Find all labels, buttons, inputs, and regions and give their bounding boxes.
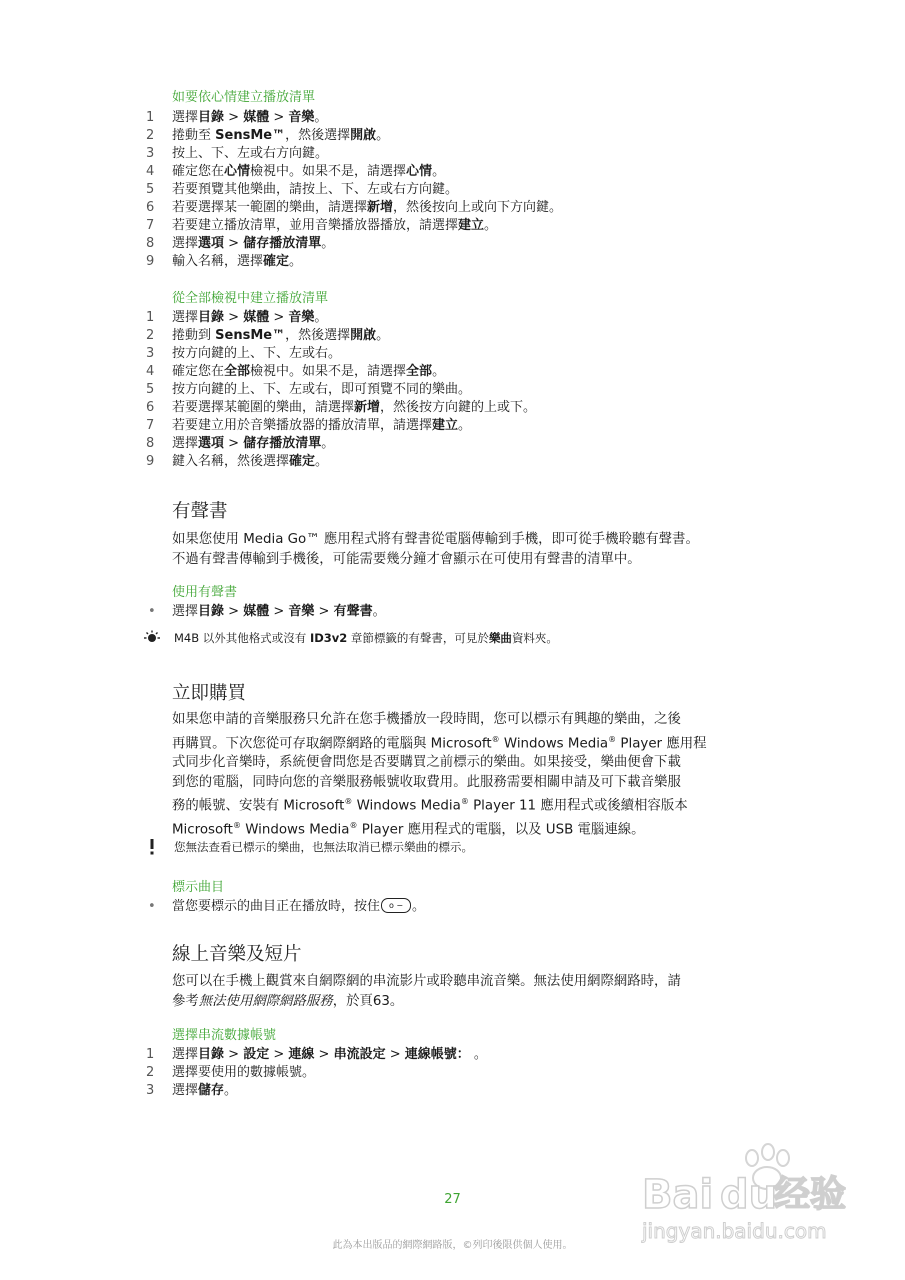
text-run: 按上、下、左或右方向鍵。: [172, 146, 329, 161]
bullet-dot: •: [148, 899, 156, 914]
step-number: 9: [146, 254, 155, 269]
text-run: 選項: [198, 436, 225, 451]
text-run: 開啟: [350, 328, 377, 343]
text-run: 確定您在: [172, 364, 225, 379]
page-number: 27: [444, 1192, 461, 1207]
text-run: 章節標籤的有聲書，可見於: [347, 631, 489, 645]
text-run: Microsoft: [172, 822, 233, 838]
step-number: 1: [146, 310, 155, 325]
paragraph-line: [172, 816, 762, 840]
text-run: 目錄: [198, 310, 225, 325]
text-run: >: [269, 604, 289, 619]
text-run: 若要建立播放清單，並用音樂播放器播放，請選擇: [172, 218, 459, 233]
step-number: 5: [146, 382, 155, 397]
audiobooks-paragraph: [172, 530, 762, 569]
audiobooks-line: 如果您使用 Media Go™ 應用程式將有聲書從電腦傳輸到手機，即可從手機聆聽有聲書。: [172, 532, 699, 547]
text-run: 音樂: [288, 310, 315, 325]
step-text: [172, 345, 341, 363]
audiobooks-line: 不過有聲書傳輸到手機後，可能需要幾分鐘才會顯示在可使用有聲書的清單中。: [172, 551, 641, 567]
text-run: 資料夾。: [511, 631, 558, 645]
text-run: >: [314, 604, 334, 619]
text-run: 音樂: [288, 604, 315, 619]
text-run: Windows Media: [240, 822, 350, 838]
step-text: [172, 1082, 237, 1100]
text-run: 。: [289, 254, 303, 269]
bullet-text: [172, 898, 425, 916]
text-run: M4B 以外其他格式或沒有: [174, 631, 310, 645]
paragraph-line: [172, 773, 762, 793]
text-run: Player 11 應用程式或後續相容版本: [468, 798, 688, 814]
step-text: [172, 145, 328, 163]
text-run: 串流設定: [333, 1047, 386, 1062]
step-text: [172, 327, 389, 345]
text-run: 建立: [458, 218, 485, 233]
text-run: 心情: [224, 164, 251, 179]
text-run: 。: [376, 328, 390, 343]
text-run: 媒體: [243, 604, 270, 619]
text-run: >: [385, 1047, 405, 1062]
step-number: 7: [146, 418, 155, 433]
step-number: 4: [146, 364, 155, 379]
text-run: 按方向鍵的上、下、左或右，即可預覽不同的樂曲。: [172, 382, 472, 397]
text-run: 鍵入名稱，然後選擇: [172, 454, 290, 469]
text-run: ，然後按方向鍵的上或下。: [380, 400, 537, 415]
text-run: >: [269, 110, 289, 125]
step-text: [172, 235, 334, 253]
step-number: 7: [146, 218, 155, 233]
text-run: 。: [321, 236, 335, 251]
buy-now-title: 立即購買: [172, 683, 247, 704]
text-run: >: [224, 1047, 244, 1062]
text-run: Windows Media: [499, 735, 609, 751]
text-run: 。: [321, 436, 335, 451]
text-run: 捲動到: [172, 328, 216, 343]
text-run: 新增: [367, 200, 394, 215]
step-number: 2: [146, 328, 155, 343]
text-run: ®: [344, 797, 353, 807]
text-run: 若要選擇某範圍的樂曲，請選擇: [172, 400, 355, 415]
text-run: >: [269, 310, 289, 325]
step-text: [172, 417, 471, 435]
text-run: 全部: [224, 364, 251, 379]
streaming-account-heading: 選擇串流數據帳號: [172, 1028, 277, 1043]
text-run: 。: [376, 128, 390, 143]
text-run: 樂曲: [488, 631, 512, 645]
watermark-brand-3: 经验: [774, 1174, 847, 1215]
text-run: ®: [491, 734, 500, 744]
text-run: SensMe™: [215, 328, 286, 343]
text-run: 新增: [354, 400, 381, 415]
text-run: 選擇: [172, 604, 199, 619]
audiobooks-title: 有聲書: [172, 501, 228, 522]
tag-tracks-heading: 標示曲目: [172, 880, 225, 895]
text-run: 檢視中。如果不是，請選擇: [250, 164, 407, 179]
text-run: ID3v2: [309, 631, 348, 645]
text-run: 選擇: [172, 310, 199, 325]
lightbulb-tip-icon: [141, 630, 163, 646]
text-run: 選擇: [172, 1047, 199, 1062]
step-text: [172, 253, 302, 271]
use-audiobooks-heading: 使用有聲書: [172, 585, 238, 600]
text-run: 。: [469, 1047, 487, 1062]
text-run: 按方向鍵的上、下、左或右。: [172, 346, 342, 361]
text-run: 若要建立用於音樂播放器的播放清單，請選擇: [172, 418, 433, 433]
mood-playlist-heading: 如要依心情建立播放清單: [172, 90, 316, 105]
text-run: 目錄: [198, 110, 225, 125]
text-run: 選擇: [172, 236, 199, 251]
text-run: 。: [314, 110, 328, 125]
paragraph-line: [172, 992, 762, 1012]
online-music-title: 線上音樂及短片: [172, 944, 302, 965]
text-run: 選擇: [172, 110, 199, 125]
text-run: Player 應用程: [616, 735, 707, 751]
text-run: 媒體: [243, 110, 270, 125]
tip-text: [174, 630, 558, 646]
text-run: 。: [315, 454, 329, 469]
text-run: 選項: [198, 236, 225, 251]
buy-now-paragraph: [172, 710, 762, 840]
step-text: [172, 381, 471, 399]
text-run: 目錄: [198, 1047, 225, 1062]
text-run: 有聲書: [333, 604, 373, 619]
step-number: 3: [146, 346, 155, 361]
text-run: 目錄: [198, 604, 225, 619]
step-text: [172, 399, 536, 417]
text-run: ®: [460, 797, 469, 807]
step-number: 6: [146, 200, 155, 215]
paragraph-line: [172, 972, 762, 992]
text-run: 開啟: [350, 128, 377, 143]
text-run: 參考: [172, 993, 199, 1009]
watermark-brand-2: du: [720, 1172, 778, 1218]
text-run: ，然後選擇: [285, 328, 351, 343]
text-run: 連線: [288, 1047, 315, 1062]
text-run: 。: [372, 604, 386, 619]
bullet-text: [172, 603, 386, 621]
step-text: [172, 163, 445, 181]
text-run: 。: [484, 218, 498, 233]
step-text: [172, 435, 334, 453]
text-run: ®: [349, 821, 358, 831]
baidu-jingyan-watermark-logo: [640, 1140, 880, 1260]
paragraph-line: [172, 792, 762, 816]
step-text: [172, 181, 458, 199]
text-run: 。: [432, 164, 446, 179]
step-number: 9: [146, 454, 155, 469]
text-run: 儲存: [198, 1083, 225, 1098]
text-run: 選擇: [172, 436, 199, 451]
bullet-text-after: 。: [412, 899, 426, 914]
step-number: 2: [146, 128, 155, 143]
text-run: 再購買。下次您從可存取網際網路的電腦與 Microsoft: [172, 735, 492, 751]
text-run: ®: [232, 821, 241, 831]
text-run: 連線帳號：: [404, 1047, 470, 1062]
step-number: 3: [146, 146, 155, 161]
text-run: 儲存播放清單: [243, 436, 322, 451]
text-run: 。: [432, 364, 446, 379]
watermark-url: jingyan.baidu.com: [642, 1219, 827, 1243]
text-run: 如果您申請的音樂服務只允許在您手機播放一段時間，您可以標示有興趣的樂曲，之後: [172, 712, 681, 727]
text-run: >: [314, 1047, 334, 1062]
text-run: SensMe™: [215, 128, 286, 143]
step-number: 4: [146, 164, 155, 179]
text-run: 您可以在手機上觀賞來自網際網的串流影片或聆聽串流音樂。無法使用網際網路時，請: [172, 974, 681, 989]
text-run: 捲動至: [172, 128, 216, 143]
online-music-paragraph: [172, 972, 762, 1011]
text-run: 全部: [406, 364, 433, 379]
step-number: 2: [146, 1065, 155, 1080]
text-run: 輸入名稱，選擇: [172, 254, 264, 269]
text-run: ，然後選擇: [285, 128, 351, 143]
text-run: >: [224, 310, 244, 325]
step-text: [172, 1046, 487, 1064]
text-run: 選擇: [172, 1083, 199, 1098]
text-run: 式同步化音樂時，系統便會問您是否要購買之前標示的樂曲。如果接受，樂曲便會下載: [172, 755, 681, 771]
step-text: [172, 217, 497, 235]
text-run: 選擇要使用的數據帳號。: [172, 1065, 316, 1080]
bullet-dot: •: [148, 604, 156, 619]
watermark-brand: Bai: [642, 1172, 714, 1218]
warning-text: 您無法查看已標示的樂曲，也無法取消已標示樂曲的標示。: [174, 840, 473, 854]
step-text: [172, 309, 327, 327]
text-run: ，然後按向上或向下方向鍵。: [393, 200, 563, 215]
text-run: 媒體: [243, 310, 270, 325]
text-run: 確定您在: [172, 164, 225, 179]
step-number: 8: [146, 436, 155, 451]
text-run: 確定: [289, 454, 316, 469]
step-text: [172, 363, 445, 381]
text-run: 設定: [243, 1047, 270, 1062]
step-text: [172, 453, 328, 471]
text-run: >: [224, 436, 244, 451]
text-run: ，於頁63。: [332, 993, 404, 1009]
text-run: 無法使用網際網路服務: [198, 993, 333, 1009]
step-number: 5: [146, 182, 155, 197]
text-run: 到您的電腦，同時向您的音樂服務帳號收取費用。此服務需要相關申請及可下載音樂服: [172, 774, 681, 790]
text-run: 。: [314, 310, 328, 325]
text-run: 若要選擇某一範圍的樂曲，請選擇: [172, 200, 368, 215]
text-run: >: [269, 1047, 289, 1062]
step-number: 8: [146, 236, 155, 251]
text-run: 。: [458, 418, 472, 433]
text-run: ®: [608, 734, 617, 744]
paragraph-line: [172, 753, 762, 773]
step-number: 1: [146, 1047, 155, 1062]
step-text: [172, 1064, 315, 1082]
step-number: 1: [146, 110, 155, 125]
text-run: 心情: [406, 164, 433, 179]
text-run: 檢視中。如果不是，請選擇: [250, 364, 407, 379]
text-run: 音樂: [288, 110, 315, 125]
text-run: >: [224, 110, 244, 125]
paragraph-line: [172, 730, 762, 754]
footer-note: 此為本出版品的網際網路版，©列印後限供個人使用。: [332, 1240, 573, 1251]
text-run: Windows Media: [352, 798, 461, 814]
text-run: 。: [224, 1083, 238, 1098]
text-run: 儲存播放清單: [243, 236, 322, 251]
paragraph-line: [172, 710, 762, 730]
step-number: 3: [146, 1083, 155, 1098]
selection-key-icon: o −: [381, 898, 411, 913]
text-run: 建立: [432, 418, 459, 433]
bullet-text-before: 當您要標示的曲目正在播放時，按住: [172, 899, 381, 914]
step-text: [172, 127, 389, 145]
text-run: >: [224, 604, 244, 619]
step-number: 6: [146, 400, 155, 415]
text-run: Player 應用程式的電腦，以及 USB 電腦連線。: [357, 822, 645, 838]
exclamation-warning-icon: [141, 839, 163, 855]
text-run: 確定: [263, 254, 290, 269]
text-run: 務的帳號、安裝有 Microsoft: [172, 798, 345, 814]
step-text: [172, 199, 562, 217]
overview-playlist-heading: 從全部檢視中建立播放清單: [172, 291, 329, 306]
text-run: 若要預覽其他樂曲，請按上、下、左或右方向鍵。: [172, 182, 459, 197]
step-text: [172, 109, 327, 127]
text-run: >: [224, 236, 244, 251]
